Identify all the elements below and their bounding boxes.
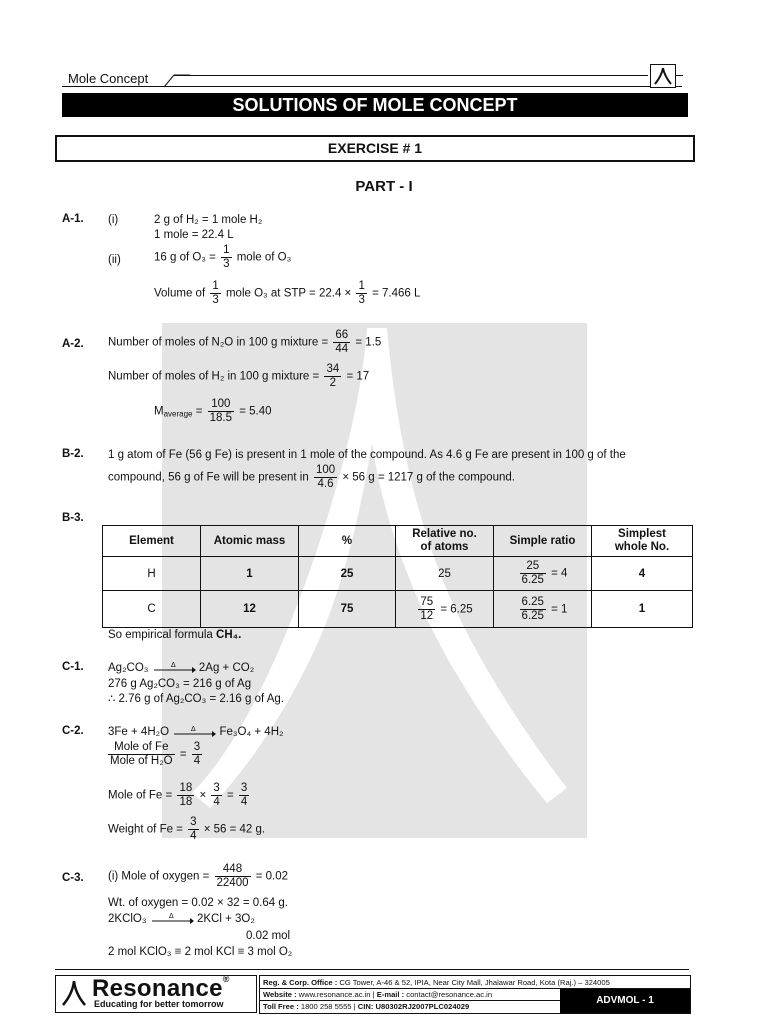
c3-line4: 0.02 mol <box>246 930 291 942</box>
table-row: H 1 25 25 $\frac{25}{6.25}$ = 4 4 <box>103 557 693 591</box>
c3-fraction: $\frac{448}{22400}$ <box>216 863 249 889</box>
a1-label: A-1. <box>62 213 84 225</box>
b2-line2: compound, 56 g of Fe will be present in $\frac{100}{4.6}$ × 56 g = 1217 g of the compound. <box>108 464 515 490</box>
page-code-box <box>560 989 690 1013</box>
reaction-arrow-icon <box>150 913 194 925</box>
svg-text:Δ: Δ <box>191 725 196 733</box>
b3-header-simplest: Simplest whole No. <box>592 526 693 557</box>
a1-i-line2: 1 mole = 22.4 L <box>154 229 234 241</box>
b3-header-element: Element <box>103 526 201 557</box>
a1-ii-line <box>154 244 291 271</box>
c3-line2: Wt. of oxygen = 0.02 × 32 = 0.64 g. <box>108 897 288 909</box>
brand-tagline: Educating for better tomorrow <box>94 999 224 1009</box>
c3-line5: 2 mol KClO₃ ≡ 2 mol KCl ≡ 3 mol O₂ <box>108 946 293 958</box>
a2-fraction-1: $\frac{66}{44}$ <box>335 329 349 355</box>
header-logo-tick <box>675 75 683 76</box>
a2-fraction-3: $\frac{100}{18.5}$ <box>209 398 233 424</box>
b3-table <box>102 525 693 628</box>
b2-fraction: $\frac{100}{4.6}$ <box>315 464 336 490</box>
table-row: C 12 75 $\frac{75}{12}$ = 6.25 $\frac{6.25}{6.25}$ = 1 1 <box>103 591 693 628</box>
a2-m-average: $M_{average}$ = $\frac{100}{18.5}$ = 5.40 <box>154 398 272 424</box>
title-banner <box>62 93 688 117</box>
b2-label: B-2. <box>62 448 84 460</box>
c2-ratio-line: $\frac{\text{Mole of Fe}}{\text{Mole of H₂O}}$ = $\frac{3}{4}$ <box>110 741 201 767</box>
b3-label: B-3. <box>62 512 84 524</box>
page-code: ADVMOL - 1 <box>596 995 654 1006</box>
header-rule <box>62 86 682 87</box>
a2-fraction-2: $\frac{34}{2}$ <box>326 363 340 389</box>
email-link[interactable]: contact@resonance.ac.in <box>406 990 493 999</box>
reaction-arrow-icon <box>152 662 196 674</box>
c2-ratio-fraction-2: $\frac{3}{4}$ <box>193 741 201 767</box>
a1-ii-pre: 16 g of O₃ = <box>154 251 216 264</box>
svg-text:Δ: Δ <box>170 661 176 669</box>
c2-ratio-fraction: $\frac{\text{Mole of Fe}}{\text{Mole of H₂O}}$ <box>110 741 173 767</box>
c3-label: C-3. <box>62 872 84 884</box>
footer-toll-line: Toll Free : 1800 258 5555 | CIN: U80302RJ2007PLC024029 <box>263 1002 470 1011</box>
b3-c-ratio-fraction: $\frac{6.25}{6.25}$ <box>521 595 544 622</box>
resonance-logo-icon <box>60 979 88 1009</box>
reaction-arrow-icon <box>172 726 216 738</box>
a1-ii-post: mole of O₃ <box>236 251 292 264</box>
a1-ii-marker: (ii) <box>108 254 121 266</box>
a1-vol-fraction: $\frac{1}{3}$ <box>212 280 219 306</box>
footer-brand-box <box>55 975 257 1013</box>
running-title: Mole Concept <box>68 71 149 86</box>
svg-text:Δ: Δ <box>168 912 174 920</box>
footer-info-box <box>259 975 691 1014</box>
b3-h-ratio-fraction: $\frac{25}{6.25}$ <box>521 560 544 586</box>
c2-equation: 3Fe + 4H₂O Δ Fe₃O₄ + 4H₂ <box>108 725 284 738</box>
c1-line2: 276 g Ag₂CO₃ = 216 g of Ag <box>108 678 252 690</box>
b3-formula: CH₄. <box>216 629 242 641</box>
c3-equation: 2KClO₃ Δ 2KCl + 3O₂ <box>108 912 255 925</box>
c2-mole-fe-line: Mole of Fe = $\frac{18}{18}$ × $\frac{3}{4}$ = $\frac{3}{4}$ <box>108 782 248 808</box>
a2-line1: Number of moles of N₂O in 100 g mixture = $\frac{66}{44}$ = 1.5 <box>108 329 382 355</box>
header-logo-box <box>650 64 676 88</box>
a1-ii-fraction: $\frac{1}{3}$ <box>223 244 230 270</box>
b3-table-header-row <box>103 526 693 557</box>
b3-formula-line: So empirical formula CH₄. <box>108 629 242 641</box>
c1-label: C-1. <box>62 661 84 673</box>
a1-i-line1: 2 g of H₂ = 1 mole H₂ <box>154 214 263 226</box>
brand-name: Resonance® <box>92 974 230 1002</box>
b3-header-relative: Relative no. of atoms <box>396 526 494 557</box>
a2-label: A-2. <box>62 338 84 350</box>
title-banner-text: SOLUTIONS OF MOLE CONCEPT <box>232 95 518 115</box>
c1-equation: Ag₂CO₃ Δ 2Ag + CO₂ <box>108 661 255 674</box>
website-link[interactable]: www.resonance.ac.in <box>298 990 371 999</box>
exercise-box <box>55 135 695 162</box>
b3-header-percent: % <box>299 526 396 557</box>
b2-line1: 1 g atom of Fe (56 g Fe) is present in 1 mole of the compound. As 4.6 g Fe are present in 100 g of the <box>108 449 626 461</box>
exercise-title: EXERCISE # 1 <box>327 140 423 156</box>
c3-line1: (i) Mole of oxygen = $\frac{448}{22400}$ = 0.02 <box>108 863 288 889</box>
c2-label: C-2. <box>62 725 84 737</box>
a1-i-marker: (i) <box>108 214 119 226</box>
b3-c-rel-fraction: $\frac{75}{12}$ <box>420 595 434 622</box>
b3-header-simple-ratio: Simple ratio <box>494 526 592 557</box>
a2-line2: Number of moles of H₂ in 100 g mixture = $\frac{34}{2}$ = 17 <box>108 363 370 389</box>
footer-web-line: Website : www.resonance.ac.in | E-mail : contact@resonance.ac.in <box>263 990 493 999</box>
c1-line3: ∴ 2.76 g of Ag₂CO₃ = 2.16 g of Ag. <box>108 693 284 705</box>
b3-header-atomic-mass: Atomic mass <box>201 526 299 557</box>
resonance-logo-icon <box>651 65 675 87</box>
a1-vol-fraction-2: $\frac{1}{3}$ <box>358 280 365 306</box>
header-top-rule <box>174 75 648 76</box>
c2-weight-line: Weight of Fe = $\frac{3}{4}$ × 56 = 42 g. <box>108 816 266 842</box>
a1-volume-line: Volume of $\frac{1}{3}$ mole O₃ at STP = 22.4 × $\frac{1}{3}$ = 7.466 L <box>154 280 421 306</box>
part-title: PART - I <box>355 178 413 195</box>
footer-office-line: Reg. & Corp. Office : CG Tower, A-46 & 52, IPIA, Near City Mall, Jhalawar Road, Kota (Raj.) – 324005 <box>263 978 610 987</box>
footer <box>55 969 689 1015</box>
